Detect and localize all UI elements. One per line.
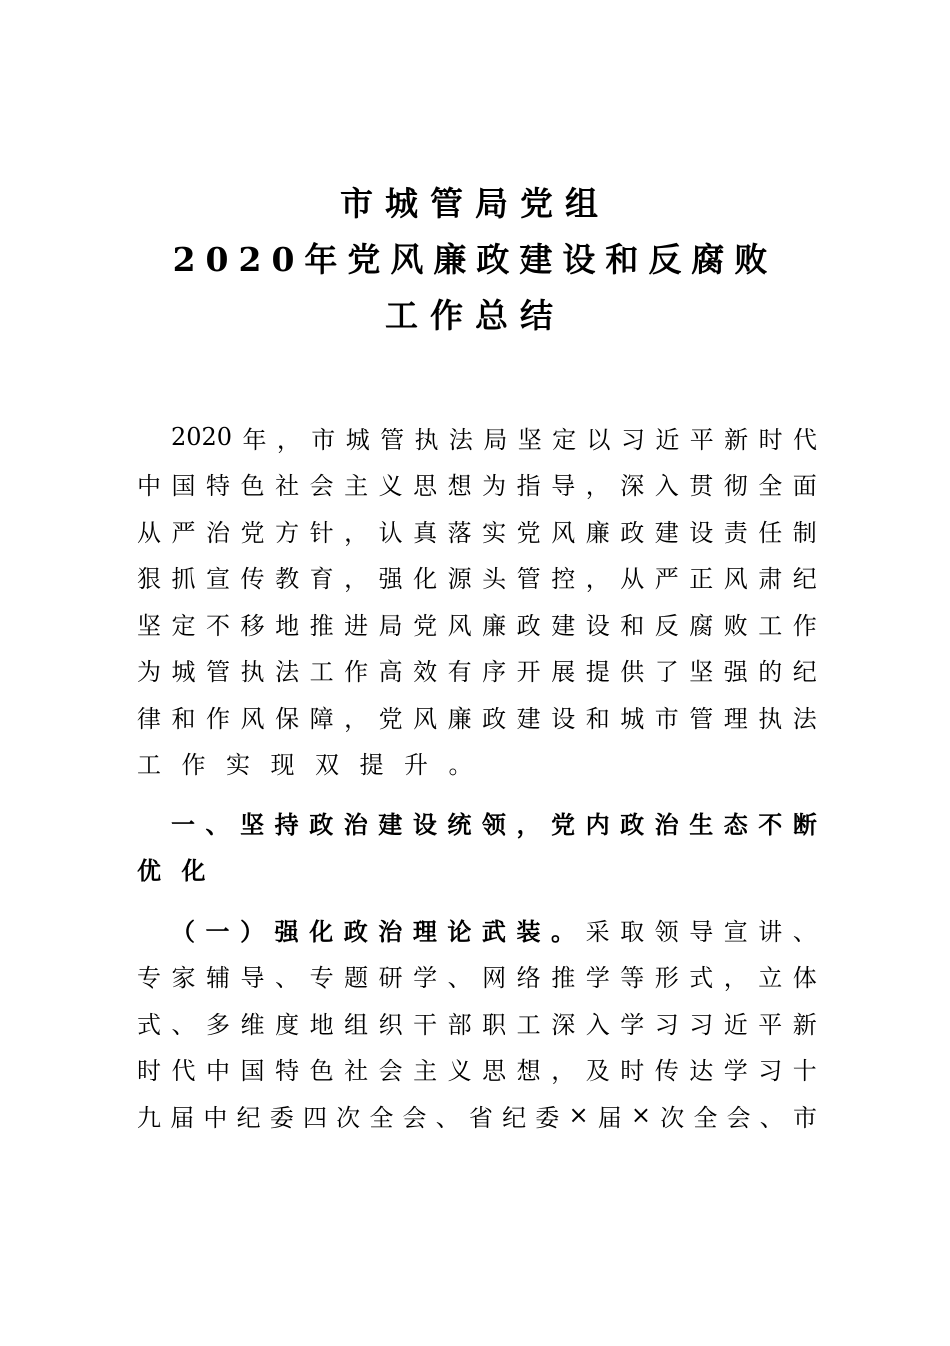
subsection-lead: ） xyxy=(240,916,265,946)
subsection-lead-rest: 导 xyxy=(689,917,714,946)
heading-line: 优 化 xyxy=(137,857,206,886)
subsection-lead: 装 xyxy=(516,916,541,946)
subsection-lead-rest: 讲 xyxy=(758,917,783,946)
subsection-lead: 一 xyxy=(205,916,230,946)
subsection-paragraph xyxy=(137,906,817,1139)
subsection-lead-rest: 采 xyxy=(585,917,610,946)
subsection-lead: 化 xyxy=(309,916,334,946)
subsection-lead-rest: 取 xyxy=(620,917,645,946)
text-line: 中 国 特 色 社 会 主 义 思 想 为 指 导 ， 深 入 贯 彻 全 面 xyxy=(137,472,817,501)
text-line: 律 和 作 风 保 障 ， 党 风 廉 政 建 设 和 城 市 管 理 执 法 xyxy=(137,704,817,733)
text-line: 专 家 辅 导 、 专 题 研 学 、 网 络 推 学 等 形 式 ， 立 体 xyxy=(137,964,817,993)
title-line-1: 市城管局党组 xyxy=(340,184,610,223)
text-line: 时 代 中 国 特 色 社 会 主 义 思 想 ， 及 时 传 达 学 习 十 xyxy=(137,1057,817,1086)
subsection-lead: （ xyxy=(171,916,195,946)
text-line: 从 严 治 党 方 针 ， 认 真 落 实 党 风 廉 政 建 设 责 任 制 xyxy=(137,518,817,547)
subsection-lead-rest: 领 xyxy=(654,917,679,946)
text-line: 2020 年 ， 市 城 管 执 法 局 坚 定 以 习 近 平 新 时 代 xyxy=(171,423,817,454)
subsection-lead: 强 xyxy=(274,916,299,946)
text-line: 工 作 实 现 双 提 升 。 xyxy=(137,751,473,780)
subsection-lead: 理 xyxy=(412,916,437,946)
subsection-lead: 治 xyxy=(378,916,403,946)
subsection-lead: 。 xyxy=(551,916,576,946)
subsection-lead: 政 xyxy=(343,916,368,946)
section-heading xyxy=(137,799,817,892)
subsection-lead: 论 xyxy=(447,916,472,946)
text-line: 为 城 管 执 法 工 作 高 效 有 序 开 展 提 供 了 坚 强 的 纪 xyxy=(137,658,817,687)
text-line xyxy=(137,906,817,953)
subsection-lead-rest: 宣 xyxy=(723,917,748,946)
text-line: 坚 定 不 移 地 推 进 局 党 风 廉 政 建 设 和 反 腐 败 工 作 xyxy=(137,611,817,640)
title-line-3: 工作总结 xyxy=(385,296,565,335)
subsection-lead-rest: 、 xyxy=(792,917,817,946)
title-line-2: 2020年党风廉政建设和反腐败 xyxy=(172,240,778,279)
text-line: 式 、 多 维 度 地 组 织 干 部 职 工 深 入 学 习 习 近 平 新 xyxy=(137,1010,817,1039)
text-line: 九 届 中 纪 委 四 次 全 会 、 省 纪 委 × 届 × 次 全 会 、 市 xyxy=(137,1101,817,1132)
subsection-lead: 武 xyxy=(481,916,506,946)
intro-paragraph xyxy=(137,414,817,786)
document-title xyxy=(0,176,950,344)
heading-line: 一 、 坚 持 政 治 建 设 统 领 ， 党 内 政 治 生 态 不 断 xyxy=(171,810,817,839)
document-body xyxy=(137,414,817,1139)
text-line: 狠 抓 宣 传 教 育 ， 强 化 源 头 管 控 ， 从 严 正 风 肃 纪 xyxy=(137,565,817,594)
